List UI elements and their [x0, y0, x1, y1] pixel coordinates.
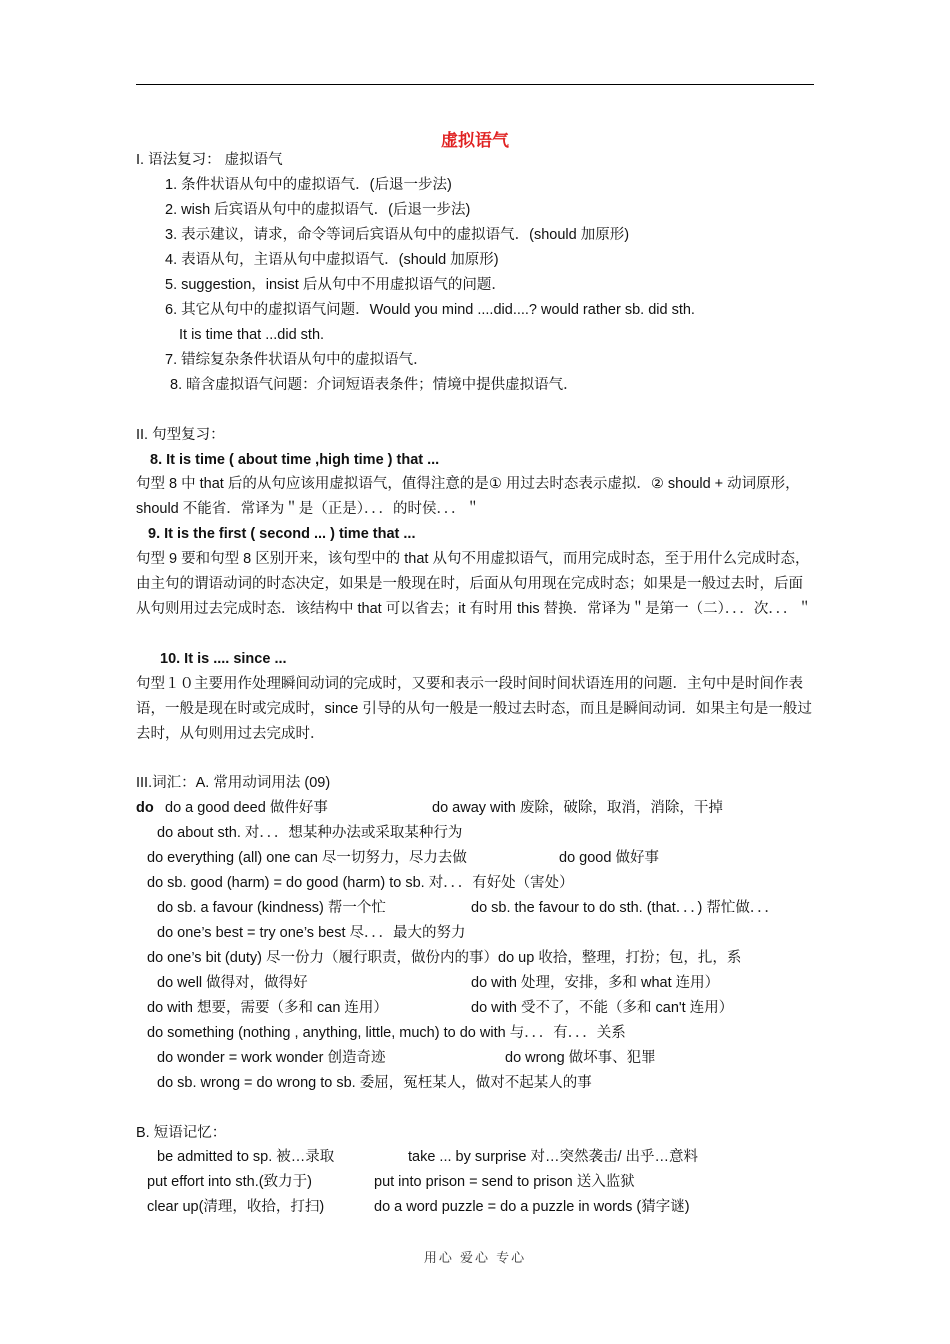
vocab-entry: do sb. a favour (kindness) 帮一个忙 [157, 900, 386, 916]
grammar-item: 1. 条件状语从句中的虚拟语气．(后退一步法) [165, 177, 452, 193]
do-label: do [136, 800, 154, 816]
vocab-entry: do wrong 做坏事、犯罪 [505, 1050, 656, 1066]
vocab-entry: do one’s best = try one’s best 尽．．．最大的努力 [157, 925, 466, 941]
section3-heading: III.词汇：A. 常用动词用法 (09) [136, 775, 331, 791]
grammar-item: It is time that ...did sth. [179, 327, 325, 343]
phrase-entry: clear up(清理，收拾，打扫) [147, 1199, 325, 1215]
vocab-entry: do away with 废除，破除，取消，消除，干掉 [432, 800, 723, 816]
grammar-item: 6. 其它从句中的虚拟语气问题．Would you mind ....did....? would rather sb. did sth. [165, 302, 695, 318]
grammar-item: 2. wish 后宾语从句中的虚拟语气．(后退一步法) [165, 202, 471, 218]
vocab-entry: do with 想要，需要（多和 can 连用） [147, 1000, 388, 1016]
phrase-entry: take ... by surprise 对…突然袭击/ 出乎…意料 [408, 1149, 699, 1165]
grammar-item: 8. 暗含虚拟语气问题：介词短语表条件；情境中提供虚拟语气． [170, 377, 578, 393]
pattern9-title: 9. It is the first ( second ... ) time that ... [148, 526, 416, 542]
pattern9-text: 句型 9 要和句型 8 区别开来，该句型中的 that 从句不用虚拟语气，而用完成时态，至于用什么完成时态，由主句的谓语动词的时态决定，如果是一般现在时，后面从句用现在完成时态；如果是一般过去时，后面从句则用过去完成时态．该结构中 that 可以省去；it 有时用 this 替换．常译为＂是第一（二）．．．次．．．＂ [136, 551, 812, 617]
phrase-entry: do a word puzzle = do a puzzle in words (猜字谜) [374, 1199, 690, 1215]
header-rule [136, 84, 814, 85]
pattern8-text: 句型 8 中 that 后的从句应该用虚拟语气，值得注意的是① 用过去时态表示虚拟．② should + 动词原形，should 不能省．常译为＂是（正是）．．．的时侯．．．＂ [136, 476, 800, 517]
vocab-entry: do something (nothing , anything, little, much) to do with 与．．．有．．．关系 [147, 1025, 626, 1041]
vocab-entry: do about sth. 对．．．想某种办法或采取某种行为 [157, 825, 463, 841]
vocab-entry: do one’s bit (duty) 尽一份力（履行职责，做份内的事）do up 收拾，整理，打扮；包，扎，系 [147, 950, 742, 966]
vocab-entry: do sb. the favour to do sth. (that．．．) 帮忙做．．． [471, 900, 779, 916]
vocab-entry: do sb. wrong = do wrong to sb. 委屈，冤枉某人，做对不起某人的事 [157, 1075, 592, 1091]
grammar-item: 5. suggestion，insist 后从句中不用虚拟语气的问题． [165, 277, 506, 293]
grammar-item: 7. 错综复杂条件状语从句中的虚拟语气． [165, 352, 428, 368]
vocab-entry: do wonder = work wonder 创造奇迹 [157, 1050, 386, 1066]
vocab-entry: do good 做好事 [559, 850, 659, 866]
section4-heading: B. 短语记忆： [136, 1125, 227, 1141]
section2-heading: II. 句型复习： [136, 427, 225, 443]
section1-heading: I. 语法复习： 虚拟语气 [136, 152, 283, 168]
phrase-entry: put effort into sth.(致力于) [147, 1174, 312, 1190]
page-footer: 用心 爱心 专心 [423, 1251, 527, 1266]
phrase-entry: put into prison = send to prison 送入监狱 [374, 1174, 635, 1190]
vocab-entry: do with 受不了，不能（多和 can't 连用） [471, 1000, 734, 1016]
vocab-entry: do everything (all) one can 尽一切努力，尽力去做 [147, 850, 467, 866]
pattern8-title: 8. It is time ( about time ,high time ) that ... [150, 452, 440, 468]
vocab-entry: do sb. good (harm) = do good (harm) to sb. 对．．．有好处（害处） [147, 875, 574, 891]
grammar-item: 4. 表语从句，主语从句中虚拟语气．(should 加原形) [165, 252, 499, 268]
vocab-entry: do well 做得对，做得好 [157, 975, 308, 991]
phrase-entry: be admitted to sp. 被…录取 [157, 1149, 335, 1165]
page-title: 虚拟语气 [441, 131, 509, 150]
pattern10-text: 句型１０主要用作处理瞬间动词的完成时，又要和表示一段时间时间状语连用的问题．主句中是时间作表语，一般是现在时或完成时，since 引导的从句一般是一般过去时态，而且是瞬间动词．如果主句是一般过去时，从句则用过去完成时． [136, 676, 812, 742]
vocab-entry: do with 处理，安排，多和 what 连用） [471, 975, 720, 991]
vocab-entry: do a good deed 做件好事 [165, 800, 328, 816]
grammar-item: 3. 表示建议，请求，命令等词后宾语从句中的虚拟语气．(should 加原形) [165, 227, 630, 243]
pattern10-title: 10. It is .... since ... [160, 651, 287, 667]
